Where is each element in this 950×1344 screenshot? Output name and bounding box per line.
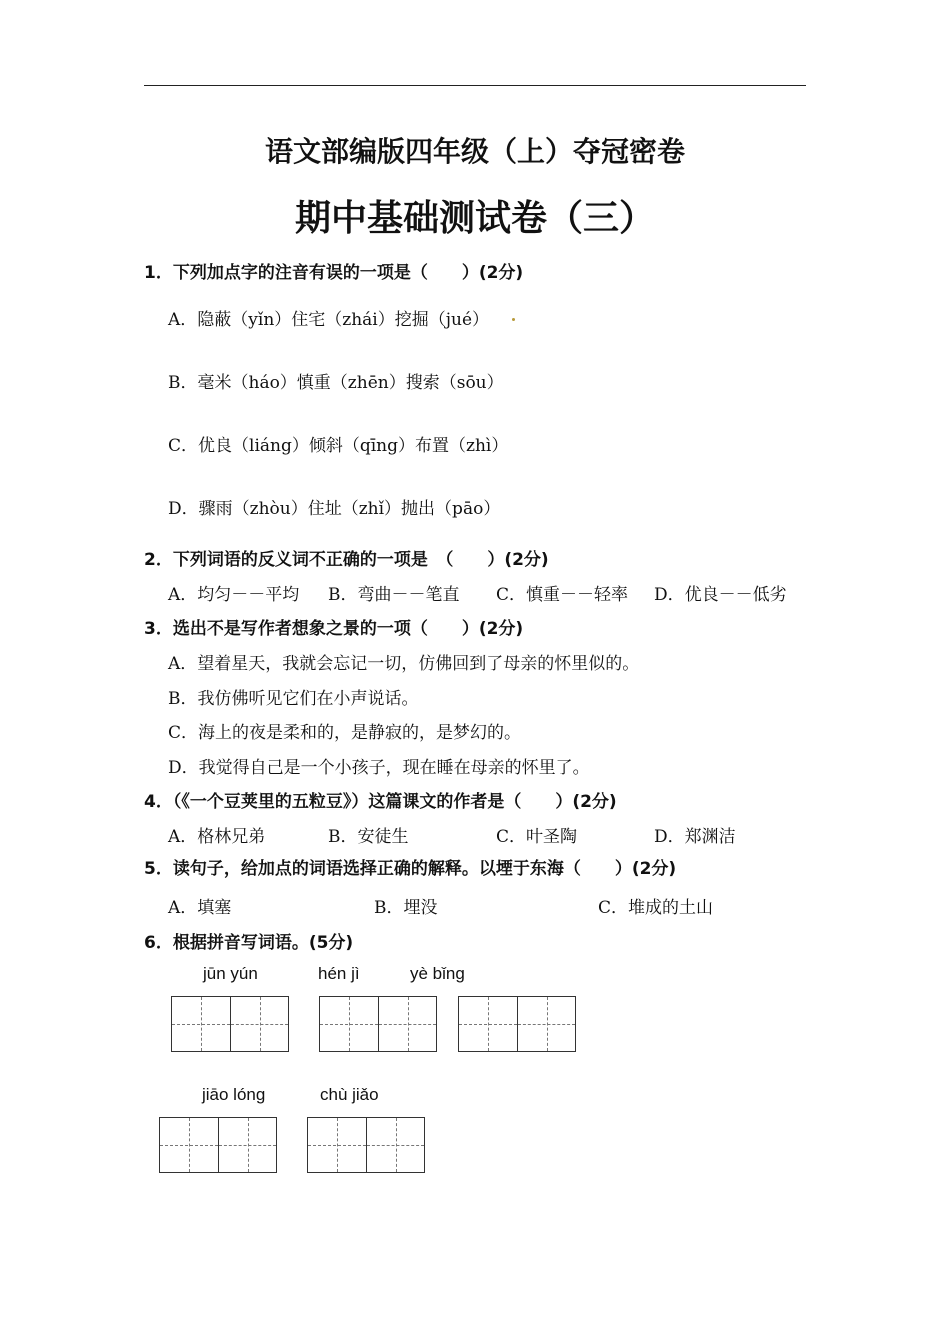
answer-cell[interactable] — [320, 997, 378, 1051]
answer-cell[interactable] — [230, 997, 288, 1051]
question-1-option-c: C．优良（liáng）倾斜（qīng）布置（zhì） — [168, 436, 509, 456]
question-2-option-a: A．均匀－－平均 — [168, 585, 300, 605]
answer-cell[interactable] — [308, 1118, 366, 1172]
question-5-option-a: A．填塞 — [168, 898, 232, 918]
question-4-stem: 4．（《一个豆荚里的五粒豆》）这篇课文的作者是（ ）(2分) — [144, 792, 617, 812]
question-4-option-b: B．安徒生 — [328, 827, 409, 847]
question-2-option-c: C．慎重－－轻率 — [496, 585, 629, 605]
answer-cell[interactable] — [160, 1118, 218, 1172]
question-1-stem: 1．下列加点字的注音有误的一项是（ ）(2分) — [144, 263, 524, 283]
question-3-option-b: B．我仿佛听见它们在小声说话。 — [168, 689, 419, 709]
answer-grid[interactable] — [159, 1117, 277, 1173]
answer-cell[interactable] — [366, 1118, 424, 1172]
question-3-option-c: C．海上的夜是柔和的，是静寂的，是梦幻的。 — [168, 723, 522, 743]
answer-cell[interactable] — [517, 997, 575, 1051]
pinyin-label: yè bǐng — [410, 964, 465, 983]
answer-cell[interactable] — [172, 997, 230, 1051]
question-3-option-d: D．我觉得自己是一个小孩子，现在睡在母亲的怀里了。 — [168, 758, 590, 778]
question-2-option-b: B．弯曲－－笔直 — [328, 585, 460, 605]
question-4-option-a: A．格林兄弟 — [168, 827, 266, 847]
header-rule — [144, 85, 806, 86]
question-1-option-d: D．骤雨（zhòu）住址（zhǐ）抛出（pāo） — [168, 499, 501, 519]
pinyin-label: chù jiǎo — [320, 1085, 379, 1104]
question-4-option-c: C．叶圣陶 — [496, 827, 578, 847]
answer-cell[interactable] — [459, 997, 517, 1051]
question-1-option-a: A．隐蔽（yǐn）住宅（zhái）挖掘（jué） — [168, 310, 490, 330]
answer-grid[interactable] — [319, 996, 437, 1052]
question-5-option-c: C．堆成的土山 — [598, 898, 714, 918]
question-4-option-d: D．郑渊洁 — [654, 827, 736, 847]
pinyin-label: jūn yún — [203, 964, 258, 983]
pinyin-label: hén jì — [318, 964, 360, 983]
answer-cell[interactable] — [378, 997, 436, 1051]
question-5-option-b: B．埋没 — [374, 898, 438, 918]
question-1-option-b: B．毫米（háo）慎重（zhēn）搜索（sōu） — [168, 373, 504, 393]
question-2-option-d: D．优良－－低劣 — [654, 585, 787, 605]
answer-grid[interactable] — [458, 996, 576, 1052]
question-5-stem: 5．读句子，给加点的词语选择正确的解释。以堙于东海（ ）(2分) — [144, 859, 677, 879]
mark-dot — [512, 318, 515, 321]
question-3-stem: 3．选出不是写作者想象之景的一项（ ）(2分) — [144, 619, 524, 639]
exam-title: 语文部编版四年级（上）夺冠密卷 — [264, 135, 685, 168]
question-3-option-a: A．望着星天，我就会忘记一切，仿佛回到了母亲的怀里似的。 — [168, 654, 640, 674]
question-2-stem: 2．下列词语的反义词不正确的一项是 （ ）(2分) — [144, 550, 549, 570]
exam-subtitle: 期中基础测试卷（三） — [294, 198, 655, 239]
answer-grid[interactable] — [171, 996, 289, 1052]
pinyin-label: jiāo lóng — [202, 1085, 266, 1104]
answer-grid[interactable] — [307, 1117, 425, 1173]
answer-cell[interactable] — [218, 1118, 276, 1172]
question-6-stem: 6．根据拼音写词语。(5分) — [144, 933, 354, 953]
